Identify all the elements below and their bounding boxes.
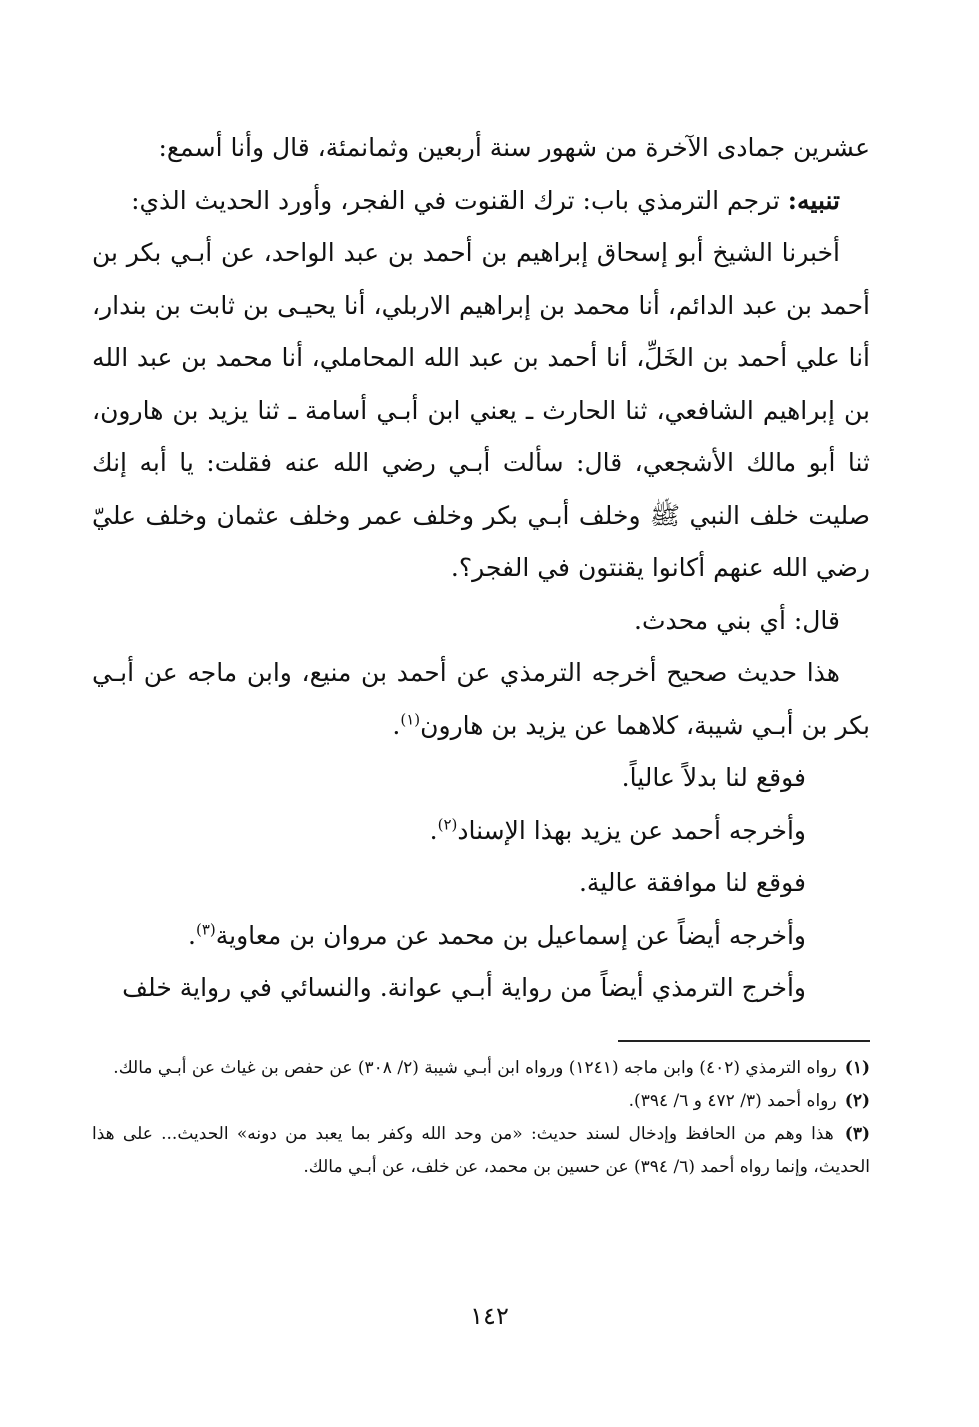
footnote-text: رواه أحمد (٣/ ٤٧٢ و ٦/ ٣٩٤). bbox=[628, 1091, 837, 1111]
footnote-ref-2[interactable]: (٢) bbox=[437, 815, 458, 834]
footnote-ref-1[interactable]: (١) bbox=[400, 710, 421, 729]
paragraph-muwafaqa: فوقع لنا موافقة عالية. bbox=[578, 868, 806, 897]
notice-text: ترجم الترمذي باب: ترك القنوت في الفجر، وأورد الحديث الذي: bbox=[131, 185, 788, 215]
footnote-number: (٣) bbox=[844, 1124, 870, 1144]
footnote-number: (١) bbox=[844, 1058, 870, 1078]
paragraph-continuation: عشرين جمادى الآخرة من شهور سنة أربعين وثمانمئة، قال وأنا أسمع: bbox=[158, 133, 870, 162]
paragraph-tirmidhi: وأخرج الترمذي أيضاً من رواية أبـي عوانة. والنسائي في رواية خلف bbox=[122, 973, 806, 1002]
grading-text: هذا حديث صحيح أخرجه الترمذي عن أحمد بن منيع، وابن ماجه عن أبـي بكر بن أبـي شيبة، كلاهما عن يزيد بن هارون bbox=[92, 658, 870, 740]
footnote-text: رواه الترمذي (٤٠٢) وابن ماجه (١٢٤١) ورواه ابن أبـي شيبة (٢/ ٣٠٨) عن حفص بن غياث عن أبـي مالك. bbox=[113, 1058, 837, 1078]
main-text bbox=[92, 122, 870, 1015]
grading-end: . bbox=[392, 710, 401, 740]
footnote-ref-3[interactable]: (٣) bbox=[195, 920, 216, 939]
footnote-number: (٢) bbox=[844, 1091, 870, 1111]
ahmad-text: وأخرجه أحمد عن يزيد بهذا الإسناد bbox=[457, 815, 806, 845]
paragraph-grading bbox=[92, 647, 870, 752]
footnote-divider bbox=[618, 1040, 870, 1042]
footnote-1 bbox=[92, 1052, 870, 1085]
paragraph-isnad: أخبرنا الشيخ أبو إسحاق إبراهيم بن أحمد بن عبد الواحد، عن أبـي بكر بن أحمد بن عبد الدائم، أنا محمد بن إبراهيم الاربلي، أنا يحيـى بن ثابت بن بندار، أنا علي أحمد بن الخَلِّ، أنا أحمد بن عبد الله المحاملي، أنا محمد بن عبد الله بن إبراهيم الشافعي، ثنا الحارث ـ يعني ابن أبـي أسامة ـ ثنا يزيد بن هارون، ثنا أبو مالك الأشجعي، قال: سألت أبـي رضي الله عنه فقلت: يا أبه إنك صليت خلف النبي ﷺ وخلف أبـي بكر وخلف عمر وخلف عثمان وخلف عليّ رضي الله عنهم أكانوا يقنتون في الفجر؟. bbox=[92, 238, 870, 582]
ismail-text: وأخرجه أيضاً عن إسماعيل بن محمد عن مروان بن معاوية bbox=[215, 920, 806, 950]
page-number: ١٤٢ bbox=[470, 1302, 509, 1330]
paragraph-notice bbox=[92, 175, 870, 228]
paragraph-answer: قال: أي بني محدث. bbox=[634, 605, 840, 635]
paragraph-ismail bbox=[92, 910, 870, 963]
ahmad-end: . bbox=[429, 815, 438, 845]
notice-label: تنبيه: bbox=[787, 185, 840, 215]
footnote-3 bbox=[92, 1118, 870, 1184]
paragraph-ahmad bbox=[92, 805, 870, 858]
paragraph-badal: فوقع لنا بدلاً عالياً. bbox=[621, 763, 806, 792]
footnote-2 bbox=[92, 1085, 870, 1118]
ismail-end: . bbox=[188, 920, 196, 950]
footnotes bbox=[92, 1052, 870, 1184]
footnote-text: هذا وهم من الحافظ وإدخال لسند حديث: «من وحد الله وكفر بما يعبد من دونه» الحديث... على هذا الحديث، وإنما رواه أحمد (٦/ ٣٩٤) عن حسين بن محمد، عن خلف، عن أبـي مالك. bbox=[92, 1124, 870, 1177]
